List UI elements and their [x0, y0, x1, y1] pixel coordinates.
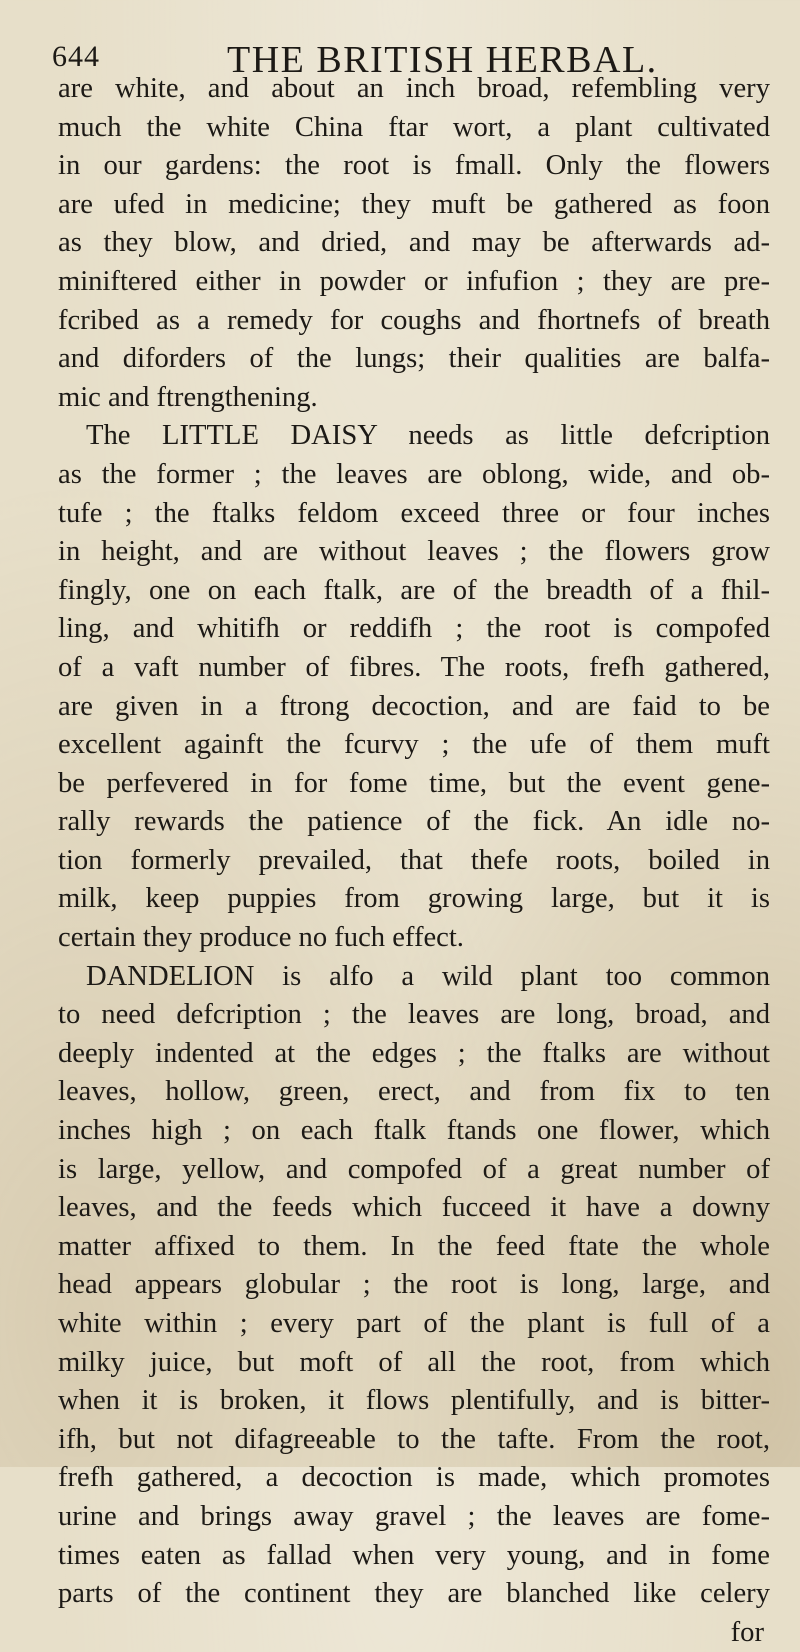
text-line: rally rewards the patience of the fick. An idle no-	[58, 806, 770, 838]
text-line: deeply indented at the edges ; the ftalks are without	[58, 1037, 770, 1069]
text-line: are white, and about an inch broad, refembling very	[58, 73, 770, 104]
text-line: ling, and whitifh or reddifh ; the root is compofed	[58, 613, 770, 645]
text-line: DANDELION is alfo a wild plant too common	[86, 960, 770, 992]
running-head: THE BRITISH HERBAL.	[227, 39, 658, 81]
text-line: frefh gathered, a decoction is made, which promotes	[58, 1462, 770, 1494]
text-line: as they blow, and dried, and may be afterwards ad-	[58, 227, 770, 259]
text-line: inches high ; on each ftalk ftands one flower, which	[58, 1115, 770, 1147]
text-line: much the white China ftar wort, a plant cultivated	[58, 111, 770, 143]
text-line: in our gardens: the root is fmall. Only the flowers	[58, 150, 770, 182]
text-line: The LITTLE DAISY needs as little defcription	[86, 420, 770, 452]
text-line: when it is broken, it flows plentifully, and is bitter-	[58, 1385, 770, 1417]
text-line: times eaten as fallad when very young, and in fome	[58, 1539, 770, 1571]
text-line: urine and brings away gravel ; the leaves are fome-	[58, 1500, 770, 1532]
text-line: head appears globular ; the root is long, large, and	[58, 1269, 770, 1301]
text-line: tion formerly prevailed, that thefe roots, boiled in	[58, 844, 770, 876]
text-line: mic and ftrengthening.	[58, 381, 318, 413]
text-line: to need defcription ; the leaves are long, broad, and	[58, 999, 770, 1031]
text-line: tufe ; the ftalks feldom exceed three or four inches	[58, 497, 770, 529]
text-line: in height, and are without leaves ; the flowers grow	[58, 536, 770, 568]
text-line: be perfevered in for fome time, but the event gene-	[58, 767, 770, 799]
text-line: white within ; every part of the plant is full of a	[58, 1308, 770, 1339]
text-line: excellent againft the fcurvy ; the ufe of them muft	[58, 729, 770, 761]
text-line: and diforders of the lungs; their qualities are balfa-	[58, 343, 770, 375]
text-line: leaves, and the feeds which fucceed it have a downy	[58, 1192, 770, 1224]
page-number: 644	[52, 40, 100, 73]
body-text	[58, 70, 770, 1652]
catchword: for	[730, 1616, 764, 1648]
text-line: milk, keep puppies from growing large, but it is	[58, 883, 770, 915]
text-line: parts of the continent they are blanched like celery	[58, 1578, 770, 1610]
text-line: milky juice, but moft of all the root, from which	[58, 1346, 770, 1378]
text-line: fcribed as a remedy for coughs and fhortnefs of breath	[58, 304, 770, 336]
text-line: as the former ; the leaves are oblong, wide, and ob-	[58, 458, 770, 490]
text-line: is large, yellow, and compofed of a great number of	[58, 1153, 770, 1185]
text-line: miniftered either in powder or infufion ; they are pre-	[58, 265, 770, 297]
text-line: of a vaft number of fibres. The roots, frefh gathered,	[58, 651, 770, 683]
text-line: matter affixed to them. In the feed ftate the whole	[58, 1230, 770, 1262]
text-line: ifh, but not difagreeable to the tafte. From the root,	[58, 1423, 770, 1455]
text-line: certain they produce no fuch effect.	[58, 922, 464, 954]
text-line: are given in a ftrong decoction, and are faid to be	[58, 690, 770, 722]
text-line: leaves, hollow, green, erect, and from fix to ten	[58, 1076, 770, 1108]
text-line: are ufed in medicine; they muft be gathered as foon	[58, 188, 770, 220]
text-line: fingly, one on each ftalk, are of the breadth of a fhil-	[58, 574, 770, 606]
